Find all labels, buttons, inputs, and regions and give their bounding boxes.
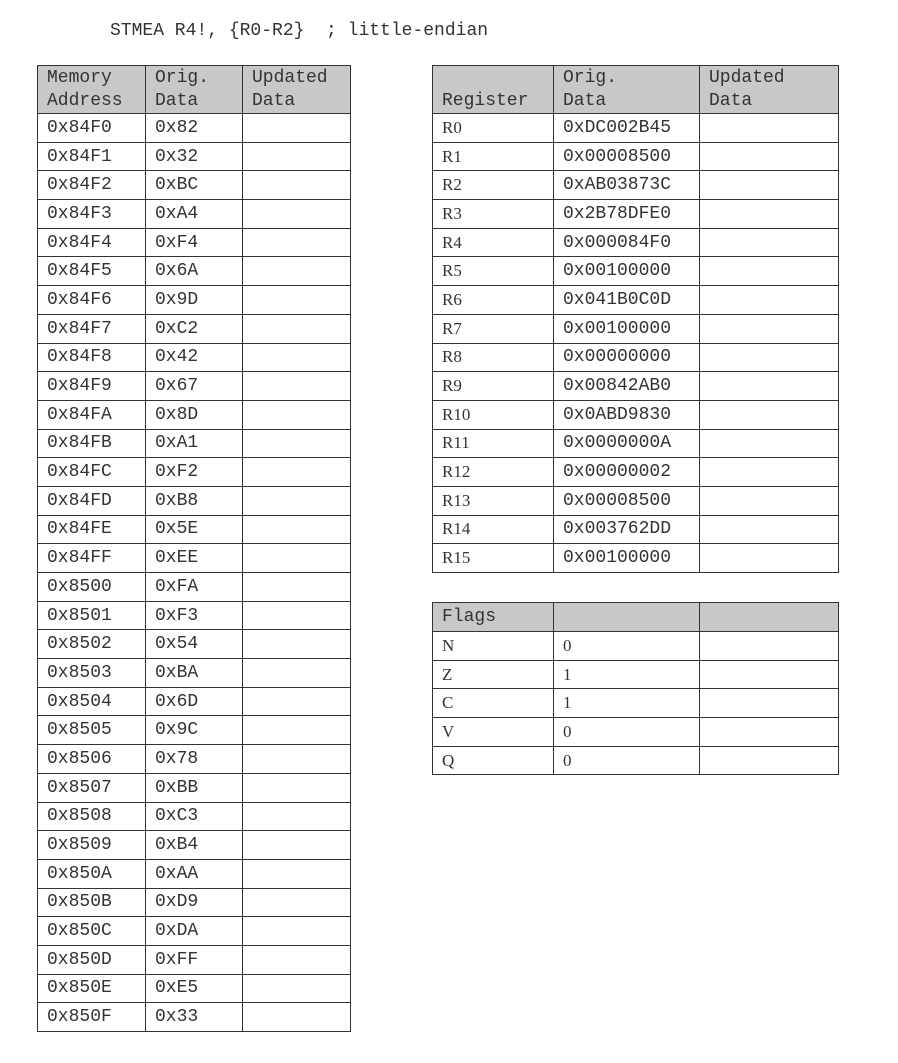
memory-row-orig-cell: 0xBA	[146, 659, 243, 688]
memory-row	[38, 859, 351, 888]
memory-row	[38, 515, 351, 544]
memory-row-updated-cell[interactable]	[243, 945, 351, 974]
register-row-name-cell: R11	[433, 429, 554, 458]
memory-row-orig-cell: 0xC3	[146, 802, 243, 831]
memory-row	[38, 286, 351, 315]
memory-row-address-cell: 0x850C	[38, 917, 146, 946]
flag-row	[433, 689, 839, 718]
register-row-updated-cell[interactable]	[700, 257, 839, 286]
register-row-orig-cell: 0x00100000	[554, 544, 700, 573]
register-row	[433, 171, 839, 200]
memory-row-updated-cell[interactable]	[243, 486, 351, 515]
flag-row-name-cell: Z	[433, 660, 554, 689]
memory-row-updated-cell[interactable]	[243, 343, 351, 372]
register-row	[433, 314, 839, 343]
memory-row	[38, 314, 351, 343]
flag-row-name-cell: C	[433, 689, 554, 718]
memory-row-updated-cell[interactable]	[243, 773, 351, 802]
memory-row-orig-cell: 0x82	[146, 114, 243, 143]
register-row-updated-cell[interactable]	[700, 429, 839, 458]
register-row-orig-cell: 0xAB03873C	[554, 171, 700, 200]
register-row-name-cell: R3	[433, 200, 554, 229]
register-row-name-cell: R6	[433, 286, 554, 315]
register-row-updated-cell[interactable]	[700, 515, 839, 544]
memory-row-updated-cell[interactable]	[243, 515, 351, 544]
memory-updated-data-header: Updated Data	[243, 66, 351, 114]
flags-header: Flags	[433, 603, 554, 632]
memory-row	[38, 114, 351, 143]
register-row-updated-cell[interactable]	[700, 228, 839, 257]
memory-row-address-cell: 0x84F8	[38, 343, 146, 372]
register-row	[433, 228, 839, 257]
memory-row-address-cell: 0x84F9	[38, 372, 146, 401]
memory-row-orig-cell: 0xFF	[146, 945, 243, 974]
flag-row	[433, 660, 839, 689]
memory-row-address-cell: 0x84FB	[38, 429, 146, 458]
memory-row-address-cell: 0x84FF	[38, 544, 146, 573]
memory-row-address-cell: 0x84FD	[38, 486, 146, 515]
register-row	[433, 544, 839, 573]
memory-row-updated-cell[interactable]	[243, 114, 351, 143]
memory-row-address-cell: 0x850E	[38, 974, 146, 1003]
register-row-name-cell: R14	[433, 515, 554, 544]
memory-row-orig-cell: 0xBB	[146, 773, 243, 802]
register-row-updated-cell[interactable]	[700, 314, 839, 343]
register-row-updated-cell[interactable]	[700, 142, 839, 171]
memory-row-orig-cell: 0xC2	[146, 314, 243, 343]
memory-row	[38, 773, 351, 802]
register-row-name-cell: R15	[433, 544, 554, 573]
memory-row-orig-cell: 0xF2	[146, 458, 243, 487]
memory-row-address-cell: 0x8503	[38, 659, 146, 688]
memory-row-updated-cell[interactable]	[243, 573, 351, 602]
memory-row-orig-cell: 0x9C	[146, 716, 243, 745]
flags-table	[432, 602, 839, 775]
memory-row	[38, 343, 351, 372]
register-row-name-cell: R2	[433, 171, 554, 200]
memory-row-orig-cell: 0x33	[146, 1003, 243, 1032]
memory-row-orig-cell: 0xB8	[146, 486, 243, 515]
memory-row-updated-cell[interactable]	[243, 314, 351, 343]
flag-row-value-cell: 0	[554, 746, 700, 775]
register-row-name-cell: R7	[433, 314, 554, 343]
memory-row-address-cell: 0x8502	[38, 630, 146, 659]
register-row-updated-cell[interactable]	[700, 343, 839, 372]
flag-row-name-cell: N	[433, 632, 554, 661]
memory-row	[38, 142, 351, 171]
memory-row-address-cell: 0x850A	[38, 859, 146, 888]
flags-header-row	[433, 603, 839, 632]
memory-row-address-cell: 0x850B	[38, 888, 146, 917]
memory-row-address-cell: 0x8500	[38, 573, 146, 602]
memory-row-orig-cell: 0x42	[146, 343, 243, 372]
memory-row-updated-cell[interactable]	[243, 859, 351, 888]
memory-row-address-cell: 0x84FE	[38, 515, 146, 544]
register-row-orig-cell: 0x041B0C0D	[554, 286, 700, 315]
memory-row	[38, 974, 351, 1003]
memory-row-orig-cell: 0x6A	[146, 257, 243, 286]
register-row-updated-cell[interactable]	[700, 400, 839, 429]
memory-row-address-cell: 0x84F0	[38, 114, 146, 143]
memory-row	[38, 1003, 351, 1032]
register-row-name-cell: R1	[433, 142, 554, 171]
memory-row-updated-cell[interactable]	[243, 171, 351, 200]
register-row-orig-cell: 0x00000002	[554, 458, 700, 487]
memory-table	[37, 65, 351, 1032]
memory-row-orig-cell: 0xEE	[146, 544, 243, 573]
register-row	[433, 286, 839, 315]
memory-row-address-cell: 0x8505	[38, 716, 146, 745]
memory-row-updated-cell[interactable]	[243, 1003, 351, 1032]
memory-row-updated-cell[interactable]	[243, 228, 351, 257]
register-row-orig-cell: 0x2B78DFE0	[554, 200, 700, 229]
register-row	[433, 486, 839, 515]
memory-row-updated-cell[interactable]	[243, 142, 351, 171]
flag-row	[433, 632, 839, 661]
memory-row-updated-cell[interactable]	[243, 687, 351, 716]
memory-row-address-cell: 0x84F4	[38, 228, 146, 257]
memory-row-address-cell: 0x84F7	[38, 314, 146, 343]
register-name-header: Register	[433, 66, 554, 114]
memory-row-updated-cell[interactable]	[243, 974, 351, 1003]
instruction-text: STMEA R4!, {R0-R2} ; little-endian	[110, 21, 489, 41]
memory-row-orig-cell: 0x32	[146, 142, 243, 171]
memory-row	[38, 630, 351, 659]
memory-row	[38, 372, 351, 401]
memory-row-updated-cell[interactable]	[243, 372, 351, 401]
register-row-orig-cell: 0x00842AB0	[554, 372, 700, 401]
register-row-name-cell: R13	[433, 486, 554, 515]
memory-row	[38, 659, 351, 688]
register-row-orig-cell: 0x0ABD9830	[554, 400, 700, 429]
flag-row-updated-cell[interactable]	[700, 660, 839, 689]
memory-row-orig-cell: 0x6D	[146, 687, 243, 716]
memory-row-orig-cell: 0x8D	[146, 400, 243, 429]
register-row	[433, 429, 839, 458]
flags-header-blank	[554, 603, 700, 632]
register-row-name-cell: R9	[433, 372, 554, 401]
memory-row-orig-cell: 0xD9	[146, 888, 243, 917]
memory-row-orig-cell: 0xF3	[146, 601, 243, 630]
memory-row	[38, 716, 351, 745]
memory-row	[38, 802, 351, 831]
register-row	[433, 142, 839, 171]
flag-row-updated-cell[interactable]	[700, 689, 839, 718]
register-row-name-cell: R8	[433, 343, 554, 372]
memory-row-updated-cell[interactable]	[243, 659, 351, 688]
flag-row-value-cell: 0	[554, 718, 700, 747]
memory-row-orig-cell: 0x9D	[146, 286, 243, 315]
register-row	[433, 515, 839, 544]
register-row	[433, 343, 839, 372]
register-row-name-cell: R5	[433, 257, 554, 286]
memory-row	[38, 228, 351, 257]
memory-row-address-cell: 0x84F2	[38, 171, 146, 200]
register-row-orig-cell: 0x00008500	[554, 142, 700, 171]
memory-row	[38, 200, 351, 229]
memory-row-updated-cell[interactable]	[243, 831, 351, 860]
flag-row	[433, 718, 839, 747]
memory-row	[38, 573, 351, 602]
register-row-orig-cell: 0x00008500	[554, 486, 700, 515]
flag-row-value-cell: 1	[554, 660, 700, 689]
flags-header-blank	[700, 603, 839, 632]
memory-row-orig-cell: 0x67	[146, 372, 243, 401]
register-header-row	[433, 66, 839, 114]
memory-row	[38, 831, 351, 860]
memory-row-orig-cell: 0xAA	[146, 859, 243, 888]
memory-orig-data-header: Orig. Data	[146, 66, 243, 114]
flag-row-name-cell: V	[433, 718, 554, 747]
memory-row-address-cell: 0x84FC	[38, 458, 146, 487]
register-row-name-cell: R10	[433, 400, 554, 429]
memory-row	[38, 429, 351, 458]
memory-row-updated-cell[interactable]	[243, 745, 351, 774]
register-row-updated-cell[interactable]	[700, 458, 839, 487]
memory-row	[38, 400, 351, 429]
memory-row-address-cell: 0x8504	[38, 687, 146, 716]
register-orig-data-header: Orig. Data	[554, 66, 700, 114]
memory-row-address-cell: 0x84F1	[38, 142, 146, 171]
memory-row-address-cell: 0x84F6	[38, 286, 146, 315]
memory-row	[38, 687, 351, 716]
memory-row	[38, 257, 351, 286]
memory-row-updated-cell[interactable]	[243, 802, 351, 831]
memory-address-header: Memory Address	[38, 66, 146, 114]
register-row	[433, 114, 839, 143]
register-row	[433, 458, 839, 487]
register-row-orig-cell: 0xDC002B45	[554, 114, 700, 143]
memory-row-address-cell: 0x84F3	[38, 200, 146, 229]
flag-row	[433, 746, 839, 775]
register-row	[433, 400, 839, 429]
register-row-updated-cell[interactable]	[700, 171, 839, 200]
memory-row-updated-cell[interactable]	[243, 200, 351, 229]
register-row-updated-cell[interactable]	[700, 372, 839, 401]
flag-row-value-cell: 0	[554, 632, 700, 661]
register-row-updated-cell[interactable]	[700, 200, 839, 229]
memory-row-updated-cell[interactable]	[243, 888, 351, 917]
memory-row	[38, 888, 351, 917]
register-row	[433, 200, 839, 229]
register-row-name-cell: R4	[433, 228, 554, 257]
register-row	[433, 257, 839, 286]
memory-row-address-cell: 0x8501	[38, 601, 146, 630]
flag-row-updated-cell[interactable]	[700, 632, 839, 661]
register-updated-data-header: Updated Data	[700, 66, 839, 114]
memory-row-address-cell: 0x8508	[38, 802, 146, 831]
register-row	[433, 372, 839, 401]
register-row-orig-cell: 0x000084F0	[554, 228, 700, 257]
flag-row-name-cell: Q	[433, 746, 554, 775]
flag-row-value-cell: 1	[554, 689, 700, 718]
register-row-updated-cell[interactable]	[700, 114, 839, 143]
memory-row-updated-cell[interactable]	[243, 544, 351, 573]
memory-row	[38, 601, 351, 630]
register-row-updated-cell[interactable]	[700, 286, 839, 315]
memory-row-address-cell: 0x850D	[38, 945, 146, 974]
memory-row-address-cell: 0x84FA	[38, 400, 146, 429]
register-row-orig-cell: 0x003762DD	[554, 515, 700, 544]
flag-row-updated-cell[interactable]	[700, 718, 839, 747]
memory-row	[38, 945, 351, 974]
memory-row-updated-cell[interactable]	[243, 601, 351, 630]
memory-row	[38, 458, 351, 487]
memory-row-updated-cell[interactable]	[243, 458, 351, 487]
memory-row-orig-cell: 0xA4	[146, 200, 243, 229]
memory-row-updated-cell[interactable]	[243, 630, 351, 659]
memory-row	[38, 486, 351, 515]
register-row-orig-cell: 0x00000000	[554, 343, 700, 372]
register-table	[432, 65, 839, 573]
memory-row	[38, 544, 351, 573]
memory-row-orig-cell: 0xA1	[146, 429, 243, 458]
memory-row-orig-cell: 0xDA	[146, 917, 243, 946]
memory-row-orig-cell: 0xFA	[146, 573, 243, 602]
memory-row-updated-cell[interactable]	[243, 716, 351, 745]
memory-row-address-cell: 0x850F	[38, 1003, 146, 1032]
register-row-name-cell: R12	[433, 458, 554, 487]
memory-row-address-cell: 0x84F5	[38, 257, 146, 286]
register-row-updated-cell[interactable]	[700, 544, 839, 573]
memory-row-orig-cell: 0x5E	[146, 515, 243, 544]
flag-row-updated-cell[interactable]	[700, 746, 839, 775]
memory-row-orig-cell: 0xF4	[146, 228, 243, 257]
register-row-orig-cell: 0x00100000	[554, 314, 700, 343]
memory-row-address-cell: 0x8507	[38, 773, 146, 802]
memory-row-orig-cell: 0x78	[146, 745, 243, 774]
memory-row	[38, 171, 351, 200]
memory-row-updated-cell[interactable]	[243, 257, 351, 286]
memory-row	[38, 745, 351, 774]
memory-row	[38, 917, 351, 946]
register-row-updated-cell[interactable]	[700, 486, 839, 515]
memory-row-updated-cell[interactable]	[243, 286, 351, 315]
memory-row-updated-cell[interactable]	[243, 429, 351, 458]
memory-header-row	[38, 66, 351, 114]
memory-row-updated-cell[interactable]	[243, 917, 351, 946]
memory-row-updated-cell[interactable]	[243, 400, 351, 429]
memory-row-address-cell: 0x8509	[38, 831, 146, 860]
memory-row-orig-cell: 0xBC	[146, 171, 243, 200]
register-row-orig-cell: 0x00100000	[554, 257, 700, 286]
memory-row-orig-cell: 0x54	[146, 630, 243, 659]
memory-row-address-cell: 0x8506	[38, 745, 146, 774]
register-row-orig-cell: 0x0000000A	[554, 429, 700, 458]
memory-row-orig-cell: 0xE5	[146, 974, 243, 1003]
memory-row-orig-cell: 0xB4	[146, 831, 243, 860]
register-row-name-cell: R0	[433, 114, 554, 143]
